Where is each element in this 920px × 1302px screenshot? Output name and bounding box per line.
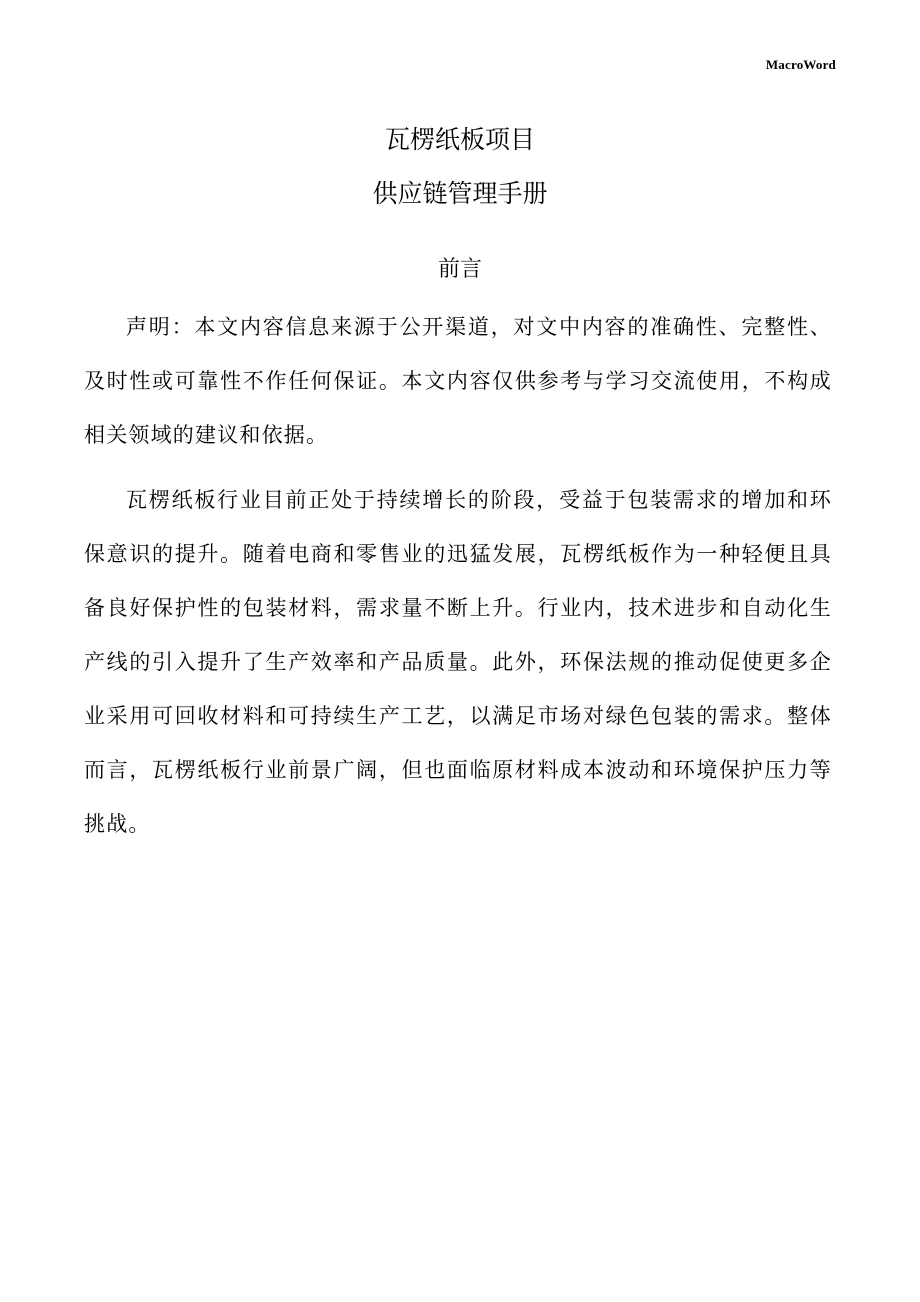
document-title-line1: 瓦楞纸板项目 bbox=[384, 125, 535, 154]
header-brand: MacroWord bbox=[765, 57, 836, 72]
section-heading-preface: 前言 bbox=[437, 257, 482, 282]
paragraph-industry-overview: 瓦楞纸板行业目前正处于持续增长的阶段，受益于包装需求的增加和环保意识的提升。随着电商和零售业的迅猛发展，瓦楞纸板作为一种轻便且具备良好保护性的包装材料，需求量不断上升。行业内，技术进步和自动化生产线的引入提升了生产效率和产品质量。此外，环保法规的推动促使更多企业采用可回收材料和可持续生产工艺，以满足市场对绿色包装的需求。整体而言，瓦楞纸板行业前景广阔，但也面临原材料成本波动和环境保护压力等挑战。 bbox=[84, 488, 832, 836]
document-title-line2: 供应链管理手册 bbox=[372, 179, 548, 208]
paragraph-disclaimer: 声明：本文内容信息来源于公开渠道，对文中内容的准确性、完整性、及时性或可靠性不作任何保证。本文内容仅供参考与学习交流使用，不构成相关领域的建议和依据。 bbox=[84, 315, 832, 447]
